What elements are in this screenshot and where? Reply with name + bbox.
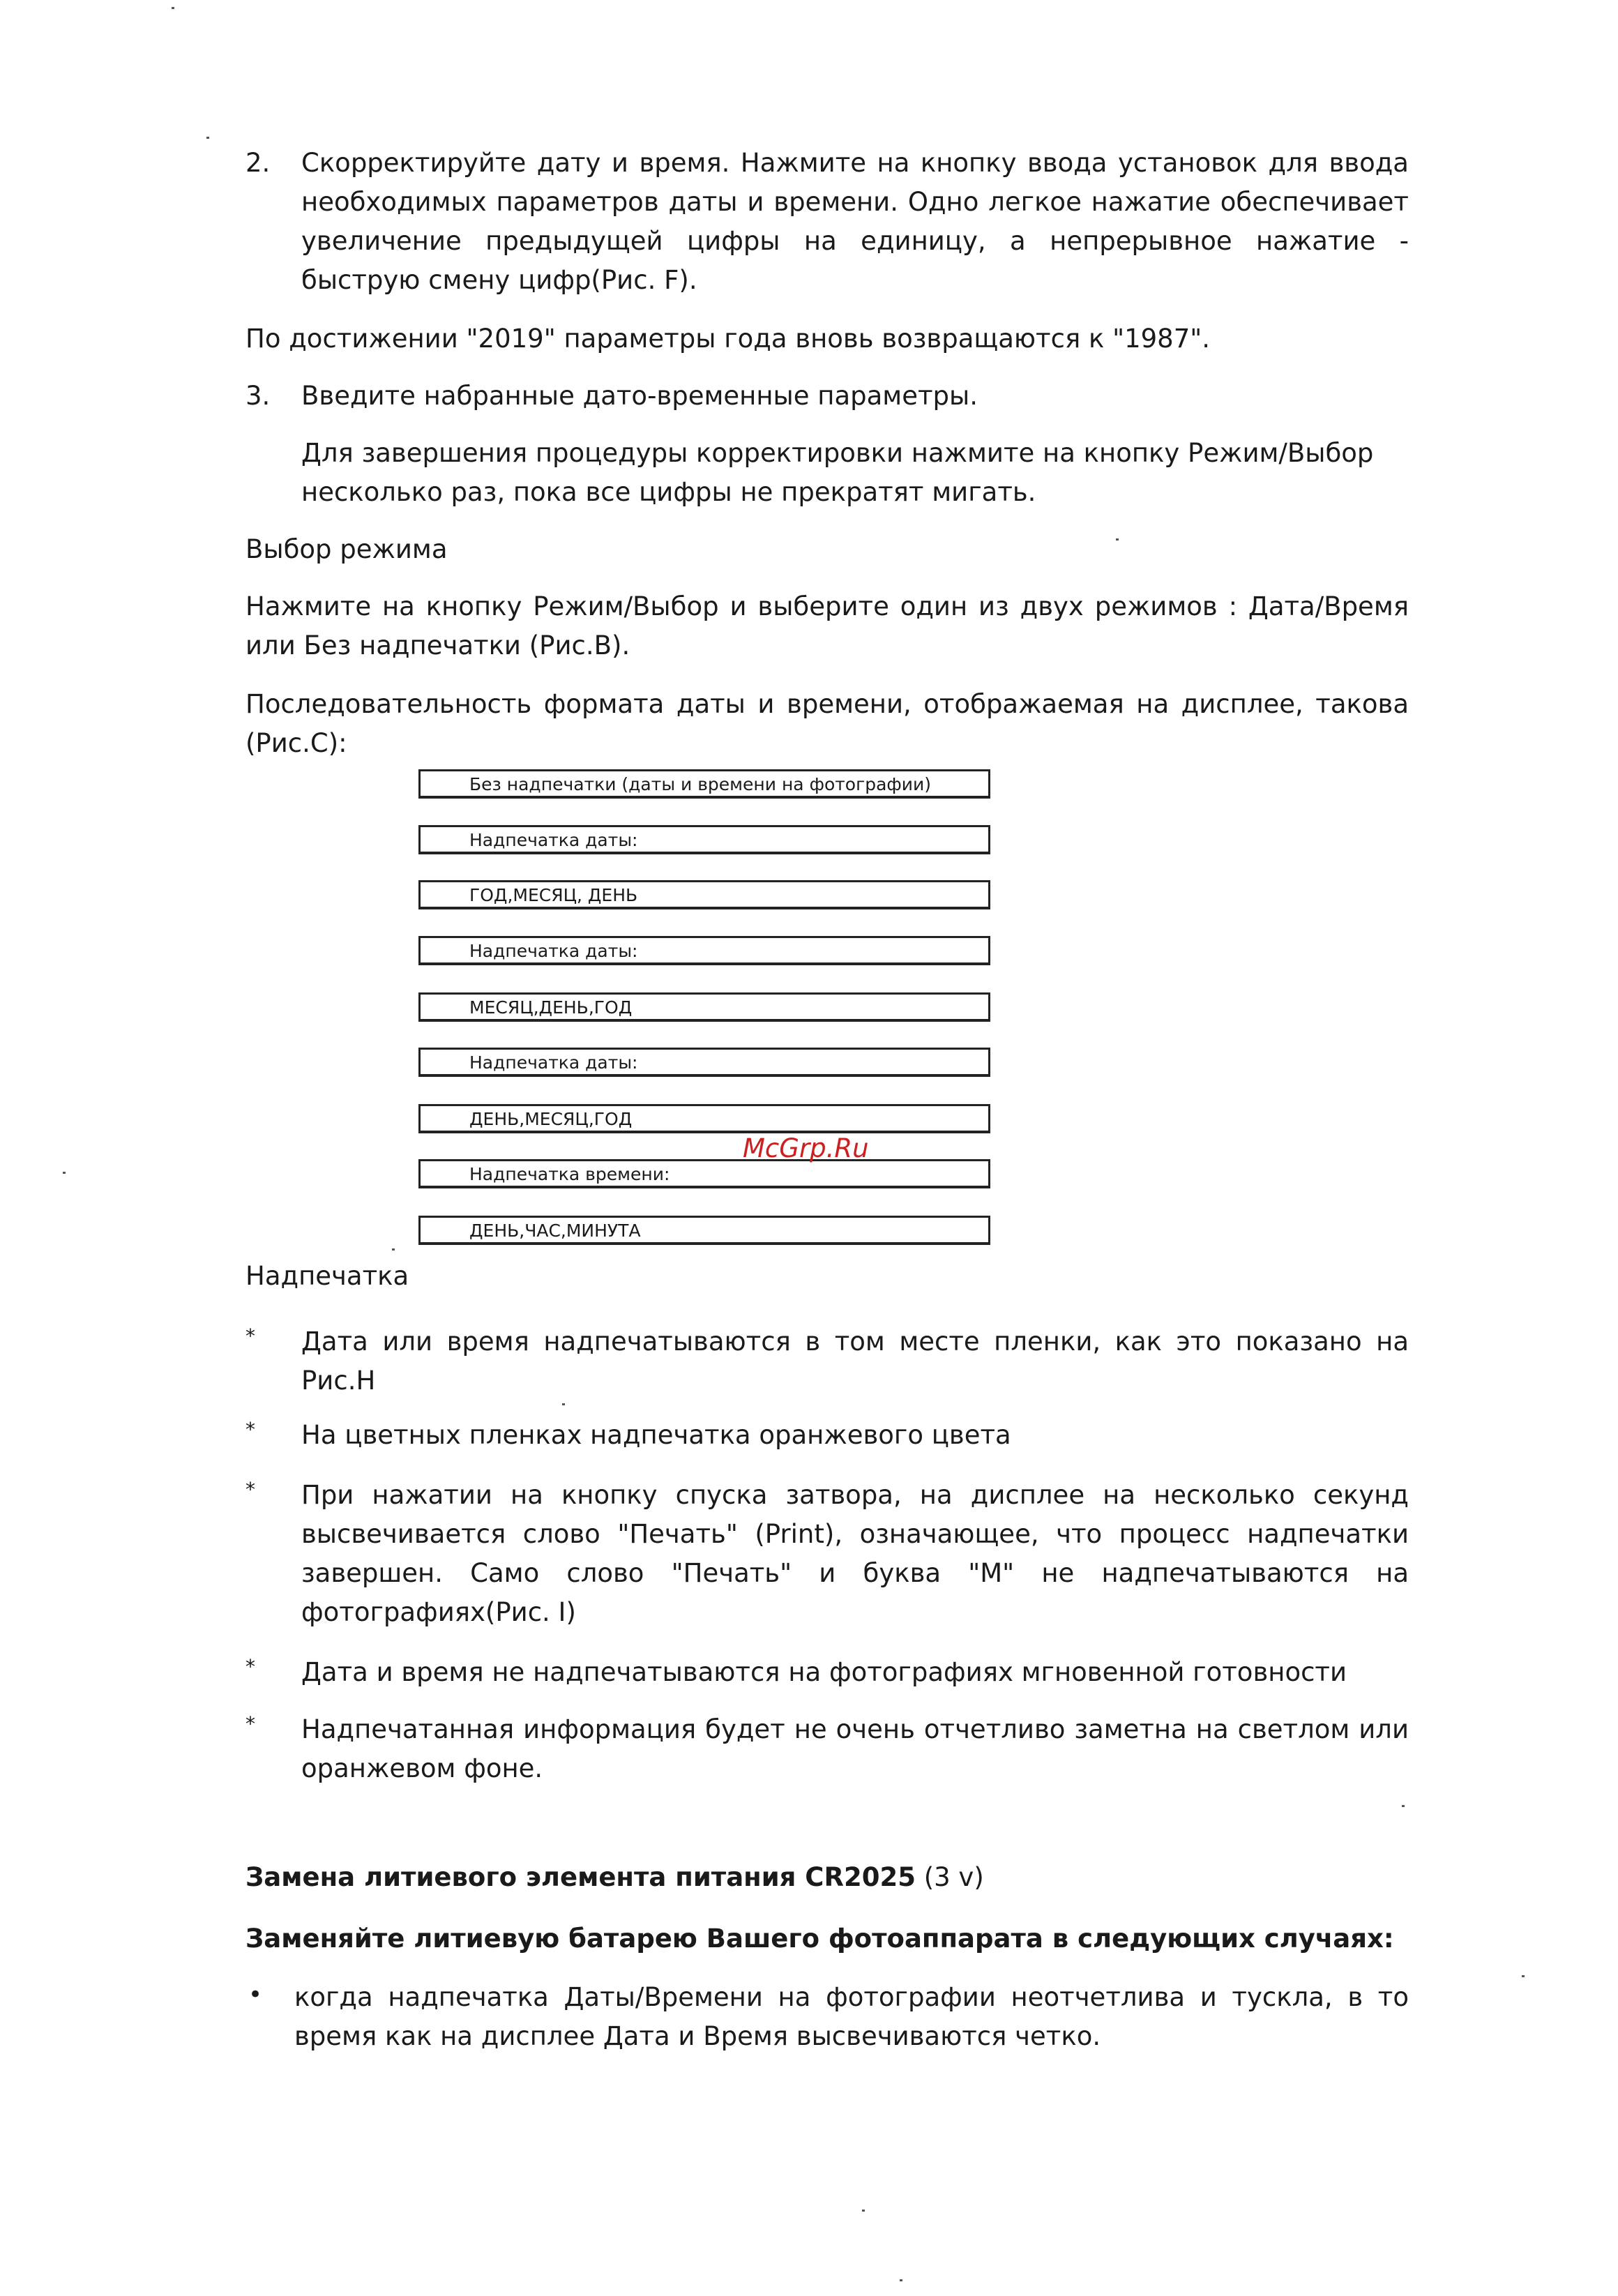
step-3-text: Введите набранные дато-временные параметры. [301,381,978,411]
bullet-marker: • [248,1981,263,2009]
imprint-bullet-1: Дата или время надпечатываются в том месте пленки, как это показано на Рис.H [301,1327,1409,1396]
bullet-marker: * [245,1655,255,1678]
imprint-section-heading: Надпечатка [245,1261,409,1291]
format-box-date-label-2: Надпечатка даты: [418,936,990,965]
scan-speck [63,1172,66,1174]
format-box-day-month-year: ДЕНЬ,МЕСЯЦ,ГОД [418,1104,990,1133]
watermark: McGrp.Ru [743,1133,869,1163]
scan-speck [392,1248,395,1251]
scan-speck [1402,1805,1405,1807]
format-box-day-hour-minute: ДЕНЬ,ЧАС,МИНУТА [418,1216,990,1245]
imprint-bullet-4: Дата и время не надпечатываются на фотографиях мгновенной готовности [301,1657,1347,1687]
scan-speck [172,7,174,9]
mode-section-heading: Выбор режима [245,534,448,564]
bullet-marker: * [245,1324,255,1347]
scan-speck [900,2279,902,2281]
scan-speck [562,1403,565,1405]
format-box-year-month-day: ГОД,МЕСЯЦ, ДЕНЬ [418,880,990,909]
scan-speck [206,137,209,139]
format-box-month-day-year: МЕСЯЦ,ДЕНЬ,ГОД [418,992,990,1022]
bullet-marker: * [245,1712,255,1735]
scan-speck [1116,538,1119,541]
imprint-bullet-3: При нажатии на кнопку спуска затвора, на дисплее на несколько секунд высвечивается слово "Печать" (Print), означающее, что процесс надпечатки завершен. Само слово "Печать" и буква "М" не надпечатываются на фотографиях(Рис. I) [301,1480,1409,1627]
format-sequence-intro: Последовательность формата даты и времени, отображаемая на дисплее, такова (Рис.С): [245,689,1409,758]
step-3-detail: Для завершения процедуры корректировки нажмите на кнопку Режим/Выбор несколько раз, пока все цифры не прекратят мигать. [301,438,1374,507]
format-box-time-label: Надпечатка времени: [418,1159,990,1188]
step-2-number: 2. [245,148,271,178]
scan-speck [1522,1975,1525,1977]
format-box-date-label-1: Надпечатка даты: [418,825,990,854]
imprint-bullet-2: На цветных пленках надпечатка оранжевого цвета [301,1420,1011,1450]
step-2-text: Скорректируйте дату и время. Нажмите на кнопку ввода установок для ввода необходимых параметров даты и времени. Одно легкое нажатие обеспечивает увеличение предыдущей цифры на единицу, а непрерывное нажатие - быструю смену цифр(Рис. F). [301,148,1409,295]
battery-section-heading: Замена литиевого элемента питания CR2025 (3 v) [245,1862,984,1892]
bullet-marker: * [245,1418,255,1441]
battery-section-intro: Заменяйте литиевую батарею Вашего фотоаппарата в следующих случаях: [245,1924,1394,1954]
step-3-number: 3. [245,381,271,411]
battery-bullet-1: когда надпечатка Даты/Времени на фотографии неотчетлива и тускла, в то время как на дисплее Дата и Время высвечиваются четко. [294,1982,1409,2051]
bullet-marker: * [245,1478,255,1501]
imprint-bullet-5: Надпечатанная информация будет не очень отчетливо заметна на светлом или оранжевом фоне. [301,1714,1409,1783]
format-box-no-imprint: Без надпечатки (даты и времени на фотографии) [418,769,990,799]
format-box-date-label-3: Надпечатка даты: [418,1048,990,1077]
year-range-note: По достижении "2019" параметры года вновь возвращаются к "1987". [245,324,1211,354]
scan-speck [862,2210,865,2212]
mode-section-text: Нажмите на кнопку Режим/Выбор и выберите один из двух режимов : Дата/Время или Без надпечатки (Рис.B). [245,591,1409,660]
